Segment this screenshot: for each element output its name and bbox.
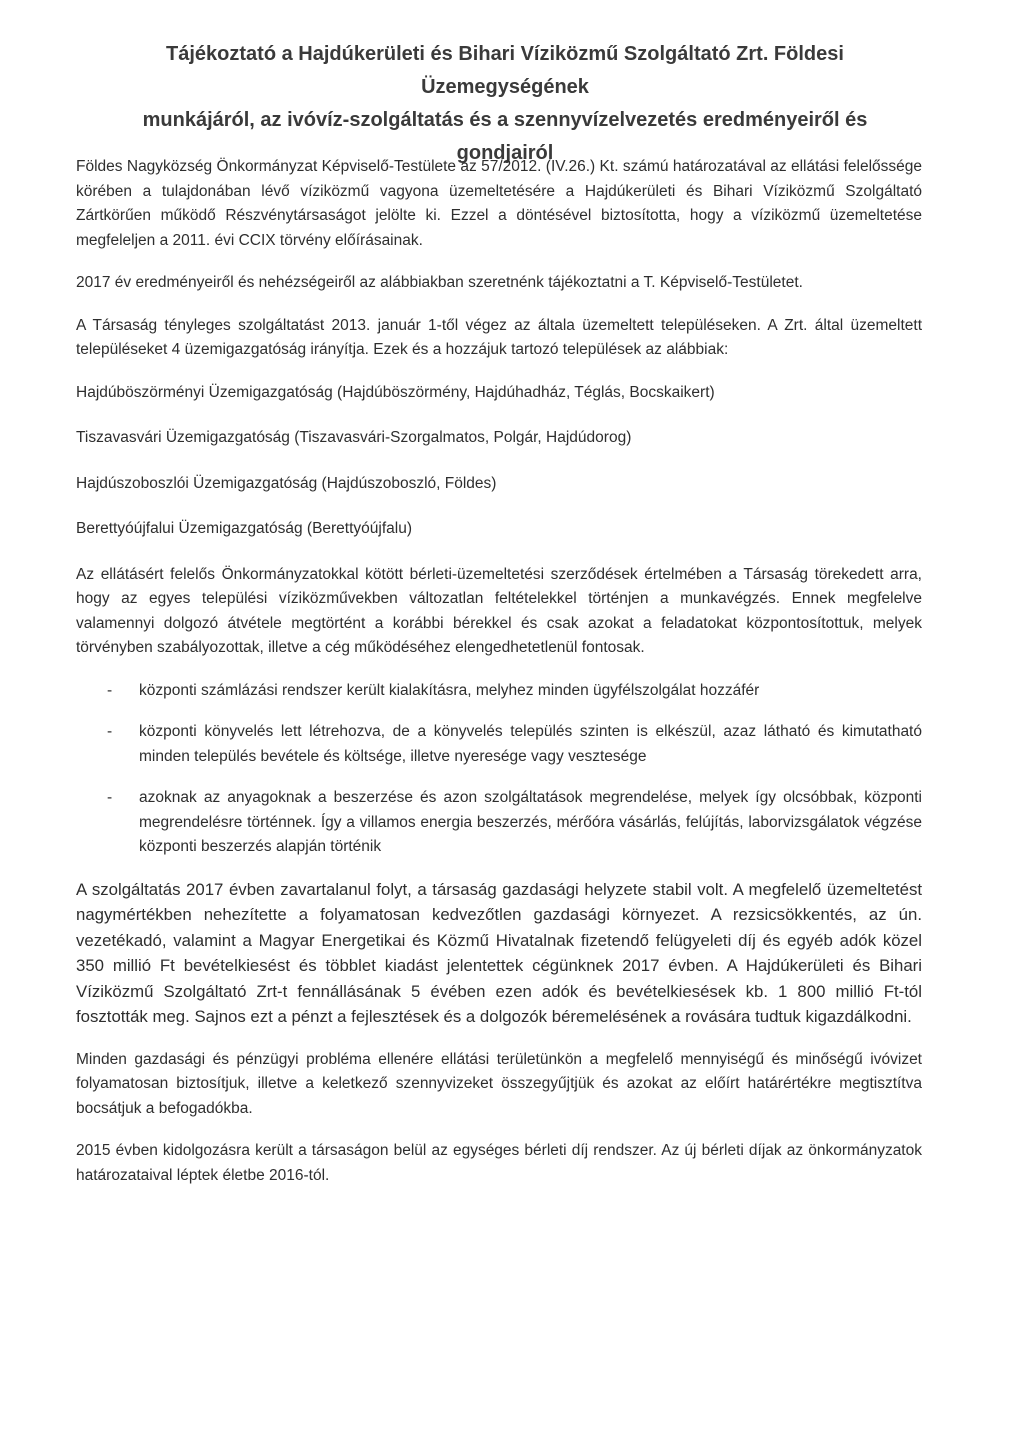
list-item xyxy=(76,786,922,860)
paragraph-results-intro: 2017 év eredményeiről és nehézségeiről az alábbiakban szeretnénk tájékoztatni a T. Képviselő-Testületet. xyxy=(76,274,803,291)
unit-hajduszoboszlo: Hajdúszoboszlói Üzemigazgatóság (Hajdúszoboszló, Földes) xyxy=(76,474,497,492)
unit-hajduboszormeny: Hajdúböszörményi Üzemigazgatóság (Hajdúböszörmény, Hajdúhadház, Téglás, Bocskaikert) xyxy=(76,383,715,401)
dash-bullet: - xyxy=(107,723,113,740)
title-line-2: munkájáról, az ivóvíz-szolgáltatás és a szennyvízelvezetés eredményeiről és gondjairól xyxy=(142,109,868,164)
paragraph-intro: Földes Nagyközség Önkormányzat Képviselő-Testülete az 57/2012. (IV.26.) Kt. számú határozatával az ellátási felelőssége körében a tulajdonában lévő víziközmű vagyona üzemeltetésére a Hajdúkerületi és Bihari Víziközmű Szolgáltató Zártkörűen működő Részvénytársaságot jelölte ki. Ezzel a döntésével biztosította, hogy a víziközmű üzemeltetése megfeleljen a 2011. évi CCIX törvény előírásainak. xyxy=(76,158,922,249)
paragraph-2017-service: A szolgáltatás 2017 évben zavartalanul folyt, a társaság gazdasági helyzete stabil volt. A megfelelő üzemeltetést nagymértékben nehezítette a folyamatosan kedvezőtlen gazdasági környezet. A rezsicsökkentés, az ún. vezetékadó, valamint a Magyar Energetikai és Közmű Hivatalnak fizetendő felügyeleti díj és egyéb adók közel 350 millió Ft bevételkiesést és többlet kiadást jelentettek cégünknek 2017 évben. A Hajdúkerületi és Bihari Víziközmű Szolgáltató Zrt-t fennállásának 5 évében ezen adók és bevételkiesések kb. 1 800 millió Ft-tól fosztották meg. Sajnos ezt a pénzt a fejlesztések és a dolgozók béremelésének a rovására tudtuk kigazdálkodni. xyxy=(76,879,922,1026)
unit-tiszavasvari: Tiszavasvári Üzemigazgatóság (Tiszavasvári-Szorgalmatos, Polgár, Hajdúdorog) xyxy=(76,429,632,446)
list-item xyxy=(76,720,922,769)
centralization-list xyxy=(76,679,922,860)
paragraph-contracts: Az ellátásért felelős Önkormányzatokkal kötött bérleti-üzemeltetési szerződések értelmében a Társaság törekedett arra, hogy az egyes települési víziközművekben változatlan feltételekkel történjen a munkavégzés. Ennek megfelelve valamennyi dolgozó átvétele megtörtént a korábbi bérekkel és csak azokat a feladatokat központosítottuk, melyek törvényben szabályozottak, illetve a cég működéséhez elengedhetetlenül fontosak. xyxy=(76,565,922,656)
list-item-text: központi számlázási rendszer került kialakításra, melyhez minden ügyfélszolgálat hozzáfér xyxy=(139,681,760,699)
title-line-1: Tájékoztató a Hajdúkerületi és Bihari Víziközmű Szolgáltató Zrt. Földesi Üzemegységének xyxy=(166,43,844,98)
paragraph-rental-fees: 2015 évben kidolgozásra került a társaságon belül az egységes bérleti díj rendszer. Az új bérleti díjak az önkormányzatok határozataival léptek életbe 2016-tól. xyxy=(76,1142,922,1184)
list-item xyxy=(76,679,922,704)
dash-bullet: - xyxy=(107,681,113,699)
dash-bullet: - xyxy=(107,789,113,806)
unit-berettyoujfalu: Berettyóújfalui Üzemigazgatóság (Berettyóújfalu) xyxy=(76,520,413,537)
list-item-text: azoknak az anyagoknak a beszerzése és azon szolgáltatások megrendelése, melyek így olcsóbbak, központi megrendelésre történnek. Így a villamos energia beszerzés, mérőóra vásárlás, felújítás, laborvizsgálatok végzése központi beszerzés alapján történik xyxy=(139,789,922,855)
document-title xyxy=(110,38,900,170)
paragraph-water-supply: Minden gazdasági és pénzügyi probléma ellenére ellátási területünkön a megfelelő mennyiségű és minőségű ivóvizet folyamatosan biztosítjuk, illetve a keletkező szennyvizeket összegyűjtjük és azokat az előírt határértékre megtisztítva bocsátjuk a befogadókba. xyxy=(76,1050,922,1117)
paragraph-company-service: A Társaság tényleges szolgáltatást 2013. január 1-től végez az általa üzemeltett településeken. A Zrt. által üzemeltett településeket 4 üzemigazgatóság irányítja. Ezek és a hozzájuk tartozó települések az alábbiak: xyxy=(76,316,922,358)
document-body xyxy=(76,155,922,1206)
list-item-text: központi könyvelés lett létrehozva, de a könyvelés település szinten is elkészül, azaz látható és kimutatható minden település bevétele és költsége, illetve nyeresége vagy vesztesége xyxy=(139,723,922,765)
